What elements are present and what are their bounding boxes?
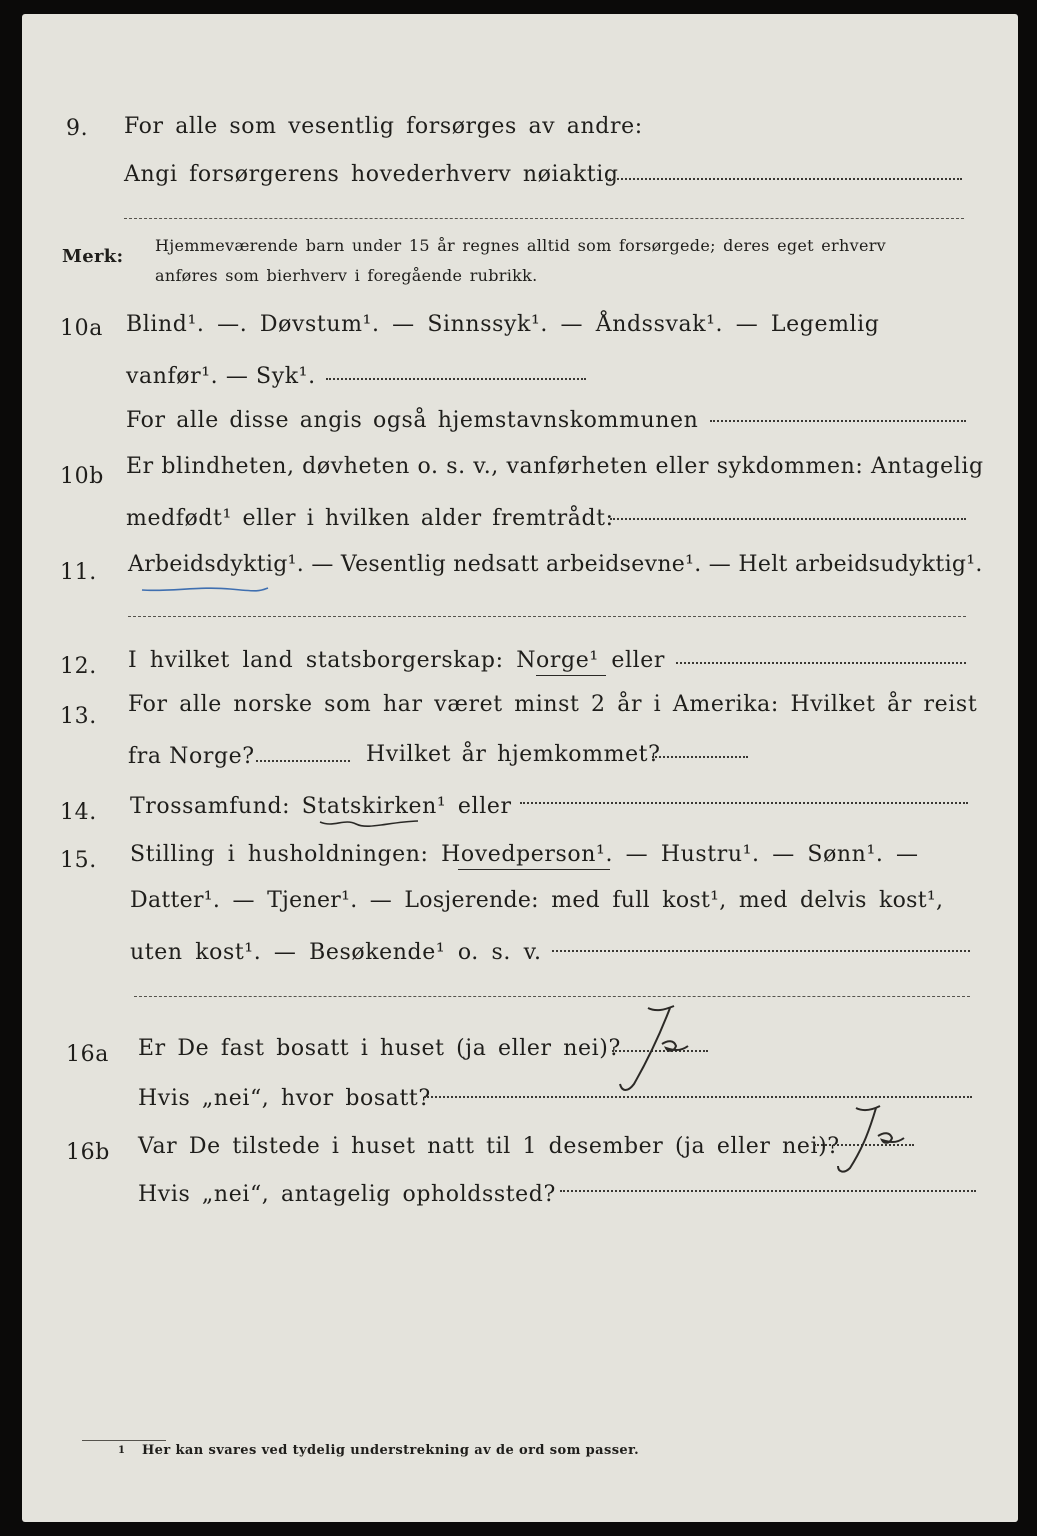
q13-departure-line[interactable]: [256, 760, 350, 762]
merk-line1: Hjemmeværende barn under 15 år regnes alltid som forsørgede; deres eget erhverv: [155, 236, 886, 255]
q13-number: 13.: [60, 704, 97, 729]
q9-answer-line-2[interactable]: [124, 218, 964, 219]
footnote-mark: 1: [118, 1445, 126, 1456]
q16a-handwritten-answer: [612, 1000, 708, 1100]
merk-label: Merk:: [62, 246, 124, 267]
underline-arbeidsdyktig-mark: [140, 582, 270, 596]
q10a-line3: For alle disse angis også hjemstavnskommunen: [126, 408, 699, 433]
hovedperson-underline: [458, 869, 610, 870]
q11-line1: Arbeidsdyktig¹. — Vesentlig nedsatt arbeidsevne¹. — Helt arbeidsudyktig¹.: [128, 552, 983, 577]
q13-line2a: fra Norge?: [128, 744, 255, 769]
q15-answer-line[interactable]: [552, 950, 970, 952]
q14-number: 14.: [60, 800, 97, 825]
q16b-line1: Var De tilstede i huset natt til 1 desember (ja eller nei)?: [138, 1134, 840, 1159]
q13-return-line[interactable]: [652, 756, 748, 758]
q11-answer-line[interactable]: [128, 616, 966, 617]
q10a-line2: vanfør¹. — Syk¹.: [126, 364, 316, 389]
q10b-line2: medfødt¹ eller i hvilken alder fremtrådt:: [126, 506, 614, 531]
statskirken-underline: [318, 816, 422, 830]
q16b-number: 16b: [66, 1140, 110, 1165]
q15-line3: uten kost¹. — Besøkende¹ o. s. v.: [130, 940, 542, 965]
footnote-divider: [82, 1440, 166, 1441]
footnote-text: Her kan svares ved tydelig understrekning av de ord som passer.: [142, 1443, 640, 1458]
q16a-number: 16a: [66, 1042, 109, 1067]
q12-answer-line[interactable]: [676, 662, 966, 664]
q9-answer-line[interactable]: [606, 178, 962, 180]
q15-line1: Stilling i husholdningen: Hovedperson¹. — Hustru¹. — Sønn¹. —: [130, 842, 919, 867]
q10a-hometown-line[interactable]: [710, 420, 966, 422]
q10a-number: 10a: [60, 316, 103, 341]
q10a-answer-line[interactable]: [326, 378, 586, 380]
q15-line2: Datter¹. — Tjener¹. — Losjerende: med full kost¹, med delvis kost¹,: [130, 888, 944, 913]
q15-number: 15.: [60, 848, 97, 873]
q12-line1: I hvilket land statsborgerskap: Norge¹ eller: [128, 648, 665, 673]
q16a-line2: Hvis „nei“, hvor bosatt?: [138, 1086, 431, 1111]
q9-number: 9.: [66, 116, 89, 141]
q16b-line2: Hvis „nei“, antagelig opholdssted?: [138, 1182, 556, 1207]
q10b-line1: Er blindheten, døvheten o. s. v., vanførheten eller sykdommen: Antagelig: [126, 454, 984, 479]
q9-line1: For alle som vesentlig forsørges av andre:: [124, 114, 643, 139]
q14-line1: Trossamfund: Statskirken¹ eller: [130, 794, 512, 819]
norge-underline: [536, 675, 606, 676]
merk-line2: anføres som bierhverv i foregående rubrikk.: [155, 266, 538, 285]
q16b-handwritten-answer: [830, 1098, 926, 1182]
q15-answer-line-2[interactable]: [134, 996, 970, 997]
q14-answer-line[interactable]: [520, 802, 968, 804]
q10a-line1: Blind¹. —. Døvstum¹. — Sinnssyk¹. — Åndssvak¹. — Legemlig: [126, 312, 880, 337]
q16a-line1: Er De fast bosatt i huset (ja eller nei)?: [138, 1036, 621, 1061]
q9-line2: Angi forsørgerens hovederhverv nøiaktig: [124, 162, 619, 187]
q10b-number: 10b: [60, 464, 104, 489]
q16b-location-line[interactable]: [560, 1190, 976, 1192]
q12-number: 12.: [60, 654, 97, 679]
q10b-answer-line[interactable]: [610, 518, 966, 520]
q11-number: 11.: [60, 560, 97, 585]
q13-line2b: Hvilket år hjemkommet?: [366, 742, 661, 767]
q13-line1: For alle norske som har været minst 2 år i Amerika: Hvilket år reist: [128, 692, 978, 717]
